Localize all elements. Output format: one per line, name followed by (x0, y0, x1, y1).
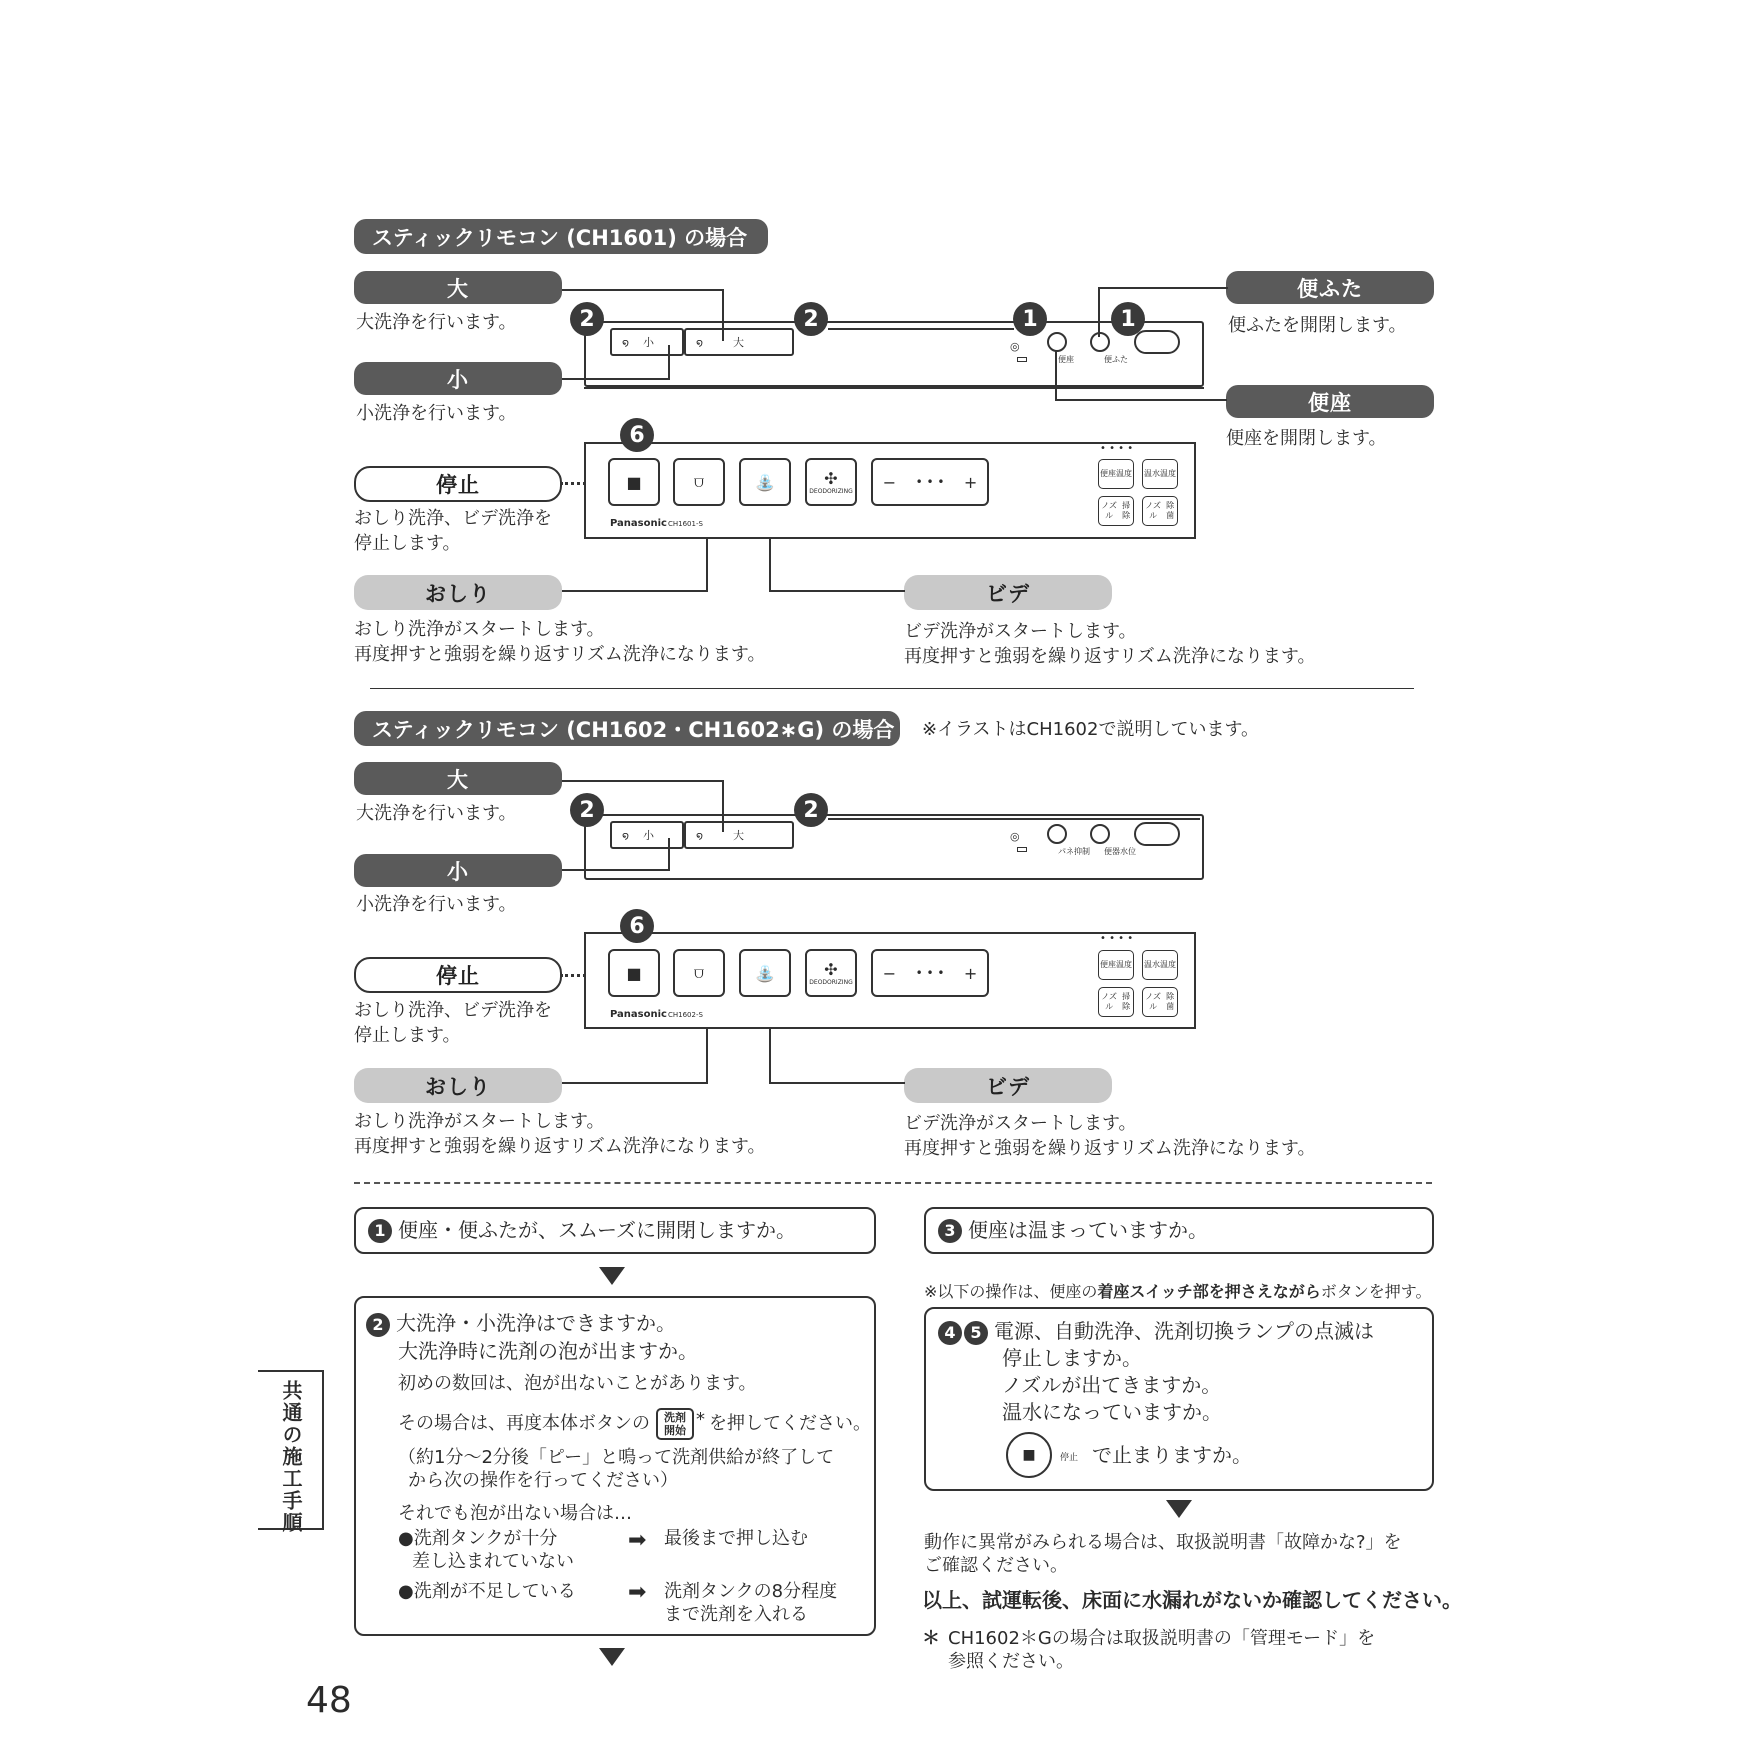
marker-5: 5 (964, 1321, 988, 1345)
marker-6: 6 (620, 418, 654, 452)
benza-temp-label-2: 温度 (1116, 960, 1132, 969)
desc-bide-2: 再度押すと強弱を繰り返すリズム洗浄になります。 (904, 646, 1316, 667)
dashed-divider (354, 1182, 1432, 1184)
check-q45-line3: ノズルが出てきますか。 (1002, 1373, 1222, 1397)
swirl-icon: ໑ (696, 335, 704, 349)
desc-teishi-1: おしり洗浄、ビデ洗浄を (354, 1000, 552, 1021)
plus-icon: + (963, 472, 978, 492)
desc-oshiri-1: おしり洗浄がスタートします。 (354, 1111, 605, 1132)
nozzle-sterile-label-1: ノズル (1145, 501, 1161, 520)
check-q2-note3a: （約1分〜2分後「ピー」と鳴って洗剤供給が終了して (398, 1447, 835, 1468)
check-q2-case2: ●洗剤が不足している (398, 1581, 576, 1602)
indicator-dots: • • • • (1100, 933, 1134, 944)
desc-dai: 大洗浄を行います。 (356, 312, 517, 333)
abnormal-note-1: 動作に異常がみられる場合は、取扱説明書「故障かな?」を (924, 1532, 1402, 1553)
arrow-right-icon: ➡ (628, 1528, 647, 1553)
nozzle-clean-label-1: ノズル (1101, 501, 1117, 520)
bide-button[interactable] (739, 949, 791, 997)
deodor-label: DEODORIZING (809, 979, 853, 986)
deodorize-button[interactable] (805, 949, 857, 997)
label-sho: 小 (354, 362, 562, 395)
final-instruction: 以上、試運転後、床面に水漏れがないか確認してください。 (922, 1588, 1462, 1612)
strength-control[interactable] (871, 458, 989, 506)
arrow-down-icon (599, 1648, 625, 1666)
check-q45-line4: 温水になっていますか。 (1002, 1400, 1222, 1424)
oshiri-icon: ⩌ (693, 963, 705, 982)
sidebar-label: 共通の施工手順 (279, 1380, 303, 1534)
check-q2-note3b: から次の操作を行ってください） (408, 1470, 678, 1491)
small-flush-button[interactable] (610, 328, 684, 356)
panel-suppress-button[interactable] (1047, 824, 1067, 844)
nozzle-clean-label-2: 掃除 (1122, 501, 1131, 520)
fan-icon: ✣ (824, 469, 838, 488)
deodorize-button[interactable] (805, 458, 857, 506)
fan-icon: ✣ (824, 960, 838, 979)
power-button[interactable] (1134, 330, 1180, 354)
check-q45-line1: 電源、自動洗浄、洗剤切換ランプの点滅は (994, 1319, 1374, 1343)
water-temp-button[interactable] (1142, 459, 1178, 489)
desc-teishi-2: 停止します。 (354, 1025, 461, 1046)
marker-2: 2 (570, 793, 604, 827)
power-button[interactable] (1134, 822, 1180, 846)
large-flush-label: 大 (733, 336, 745, 349)
benza-temp-button[interactable] (1098, 459, 1134, 489)
water-temp-label-1: 温水 (1144, 469, 1160, 478)
stop-button[interactable]: ■ (608, 458, 660, 506)
check-q45-line2: 停止しますか。 (1002, 1346, 1142, 1370)
benza-btn-label: 便座 (1058, 355, 1074, 364)
label-sho: 小 (354, 854, 562, 887)
check-q2-fix2a: 洗剤タンクの8分程度 (664, 1581, 838, 1602)
oshiri-icon: ⩌ (693, 472, 705, 491)
section1-title: スティックリモコン (CH1601) の場合 (354, 219, 768, 254)
desc-dai: 大洗浄を行います。 (356, 803, 517, 824)
arrow-right-icon: ➡ (628, 1580, 647, 1605)
led-indicator (1017, 357, 1027, 362)
nozzle-sterile-label-1: ノズル (1145, 992, 1161, 1011)
marker-4: 4 (938, 1321, 962, 1345)
section2-title: スティックリモコン (CH1602・CH1602∗G) の場合 (354, 711, 900, 746)
strength-control[interactable] (871, 949, 989, 997)
water-temp-label-2: 温度 (1160, 469, 1176, 478)
check-q2-note4: それでも泡が出ない場合は… (398, 1503, 632, 1524)
desc-teishi-2: 停止します。 (354, 533, 461, 554)
bide-icon: ⛲ (755, 963, 775, 983)
nozzle-clean-button[interactable] (1098, 496, 1134, 526)
label-teishi: 停止 (354, 957, 562, 993)
desc-oshiri-2: 再度押すと強弱を繰り返すリズム洗浄になります。 (354, 1136, 766, 1157)
nozzle-clean-label-2: 掃除 (1122, 992, 1131, 1011)
minus-icon: − (882, 472, 897, 492)
check-q2-fix2b: まで洗剤を入れる (664, 1604, 808, 1625)
level-dots: • • • (915, 475, 945, 489)
level-dots: • • • (915, 966, 945, 980)
panel-suppress-label: パネ抑制 (1058, 847, 1090, 856)
desc-sho: 小洗浄を行います。 (356, 403, 517, 424)
swirl-icon: ໑ (622, 828, 630, 842)
oshiri-button[interactable] (673, 949, 725, 997)
benfuta-btn-label: 便ふた (1104, 355, 1128, 364)
bide-button[interactable] (739, 458, 791, 506)
plus-icon: + (963, 963, 978, 983)
label-oshiri: おしり (354, 1068, 562, 1103)
benza-temp-button[interactable] (1098, 950, 1134, 980)
panel-brand: Panasonic (610, 1009, 667, 1020)
label-bide: ビデ (904, 575, 1112, 610)
label-teishi: 停止 (354, 466, 562, 502)
label-dai: 大 (354, 762, 562, 795)
footnote-1: CH1602＊Gの場合は取扱説明書の「管理モード」を (948, 1628, 1376, 1649)
minus-icon: − (882, 963, 897, 983)
section2-note: ※イラストはCH1602で説明しています。 (922, 719, 1260, 740)
check-q3: 便座は温まっていますか。 (968, 1218, 1208, 1242)
desc-benfuta: 便ふたを開閉します。 (1228, 315, 1407, 336)
large-flush-button[interactable] (684, 821, 794, 849)
swirl-icon: ໑ (622, 335, 630, 349)
desc-bide-2: 再度押すと強弱を繰り返すリズム洗浄になります。 (904, 1138, 1316, 1159)
desc-oshiri-2: 再度押すと強弱を繰り返すリズム洗浄になります。 (354, 644, 766, 665)
check-q2-note1: 初めの数回は、泡が出ないことがあります。 (398, 1373, 757, 1394)
marker-1: 1 (1111, 302, 1145, 336)
water-level-label: 便器水位 (1104, 847, 1136, 856)
check-q1-box (354, 1207, 876, 1254)
desc-sho: 小洗浄を行います。 (356, 894, 517, 915)
benza-button[interactable] (1047, 332, 1067, 352)
check-q2-note2: その場合は、再度本体ボタンの 洗剤 開始 * を押してください。 (398, 1408, 871, 1440)
small-flush-label: 小 (643, 336, 655, 349)
small-flush-label: 小 (643, 829, 655, 842)
nozzle-clean-button[interactable] (1098, 987, 1134, 1017)
stop-button[interactable]: ■ (608, 949, 660, 997)
label-dai: 大 (354, 271, 562, 304)
check-q2-line2: 大洗浄時に洗剤の泡が出ますか。 (398, 1339, 698, 1363)
large-flush-label: 大 (733, 829, 745, 842)
footnote-2: 参照ください。 (948, 1651, 1074, 1672)
sensor-icon: ◎ (1010, 340, 1020, 353)
marker-1: 1 (1013, 302, 1047, 336)
water-temp-button[interactable] (1142, 950, 1178, 980)
label-bide: ビデ (904, 1068, 1112, 1103)
abnormal-note-2: ご確認ください。 (924, 1555, 1068, 1576)
check-q2-fix1: 最後まで押し込む (664, 1528, 808, 1549)
small-flush-button[interactable] (610, 821, 684, 849)
marker-2: 2 (366, 1313, 390, 1337)
benza-temp-label-1: 便座 (1100, 469, 1116, 478)
panel-model: CH1602-S (668, 1011, 703, 1019)
swirl-icon: ໑ (696, 828, 704, 842)
water-level-button[interactable] (1090, 824, 1110, 844)
check-q3-box (924, 1207, 1434, 1254)
check-note: ※以下の操作は、便座の着座スイッチ部を押さえながらボタンを押す。 (924, 1282, 1432, 1301)
sensor-icon: ◎ (1010, 830, 1020, 843)
benza-temp-label-2: 温度 (1116, 469, 1132, 478)
marker-1: 1 (368, 1219, 392, 1243)
detergent-start-button-icon: 洗剤 開始 (656, 1408, 694, 1440)
label-benza: 便座 (1226, 385, 1434, 418)
panel-brand: Panasonic (610, 518, 667, 529)
footnote-mark: ＊ (922, 1628, 940, 1649)
desc-oshiri-1: おしり洗浄がスタートします。 (354, 619, 605, 640)
marker-2: 2 (794, 302, 828, 336)
check-q2-line1: 大洗浄・小洗浄はできますか。 (396, 1311, 676, 1335)
stop-button-icon: ■ (1006, 1432, 1052, 1478)
benza-temp-label-1: 便座 (1100, 960, 1116, 969)
large-flush-button[interactable] (684, 328, 794, 356)
bide-icon: ⛲ (755, 472, 775, 492)
desc-bide-1: ビデ洗浄がスタートします。 (904, 621, 1137, 642)
page-number: 48 (306, 1680, 352, 1721)
deodor-label: DEODORIZING (809, 488, 853, 495)
nozzle-sterile-label-2: 除菌 (1166, 992, 1175, 1011)
nozzle-clean-label-1: ノズル (1101, 992, 1117, 1011)
desc-benza: 便座を開閉します。 (1226, 428, 1387, 449)
check-q2-case1a: ●洗剤タンクが十分 (398, 1528, 558, 1549)
panel-model: CH1601-S (668, 520, 703, 528)
nozzle-sterile-label-2: 除菌 (1166, 501, 1175, 520)
label-oshiri: おしり (354, 575, 562, 610)
label-benfuta: 便ふた (1226, 271, 1434, 304)
arrow-down-icon (1166, 1500, 1192, 1518)
stop-label: 停止 (1060, 1453, 1079, 1463)
desc-teishi-1: おしり洗浄、ビデ洗浄を (354, 508, 552, 529)
water-temp-label-2: 温度 (1160, 960, 1176, 969)
check-q45-line5: で止まりますか。 (1092, 1443, 1252, 1467)
marker-2: 2 (570, 302, 604, 336)
nozzle-sterile-button[interactable] (1142, 987, 1178, 1017)
check-q2-case1b: 差し込まれていない (412, 1551, 574, 1572)
nozzle-sterile-button[interactable] (1142, 496, 1178, 526)
check-q1: 便座・便ふたが、スムーズに開閉しますか。 (398, 1218, 796, 1242)
marker-3: 3 (938, 1219, 962, 1243)
water-temp-label-1: 温水 (1144, 960, 1160, 969)
indicator-dots: • • • • (1100, 443, 1134, 454)
benfuta-button[interactable] (1090, 332, 1110, 352)
desc-bide-1: ビデ洗浄がスタートします。 (904, 1113, 1137, 1134)
led-indicator (1017, 847, 1027, 852)
arrow-down-icon (599, 1267, 625, 1285)
marker-2: 2 (794, 793, 828, 827)
oshiri-button[interactable] (673, 458, 725, 506)
marker-6: 6 (620, 909, 654, 943)
